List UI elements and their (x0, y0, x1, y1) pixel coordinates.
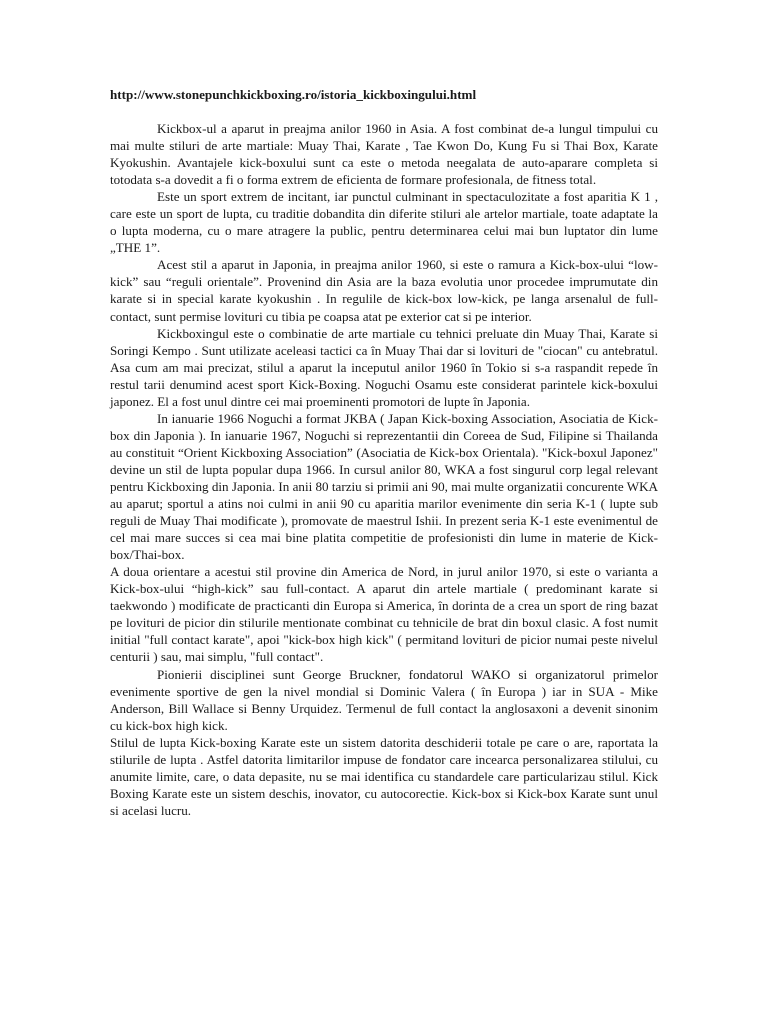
source-url: http://www.stonepunchkickboxing.ro/istoria_kickboxingului.html (110, 87, 477, 102)
paragraph: Este un sport extrem de incitant, iar punctul culminant in spectaculozitate a fost aparitia K 1 , care este un sport de lupta, cu traditie dobandita din diferite stiluri ale artelor martiale, toate adaptate la o lupta moderna, cu o mare atragere la public, pentru determinarea celui mai bun luptator din lume „THE 1”. (110, 189, 658, 256)
document-page (110, 86, 658, 819)
paragraph: A doua orientare a acestui stil provine din America de Nord, in jurul anilor 1970, si este o varianta a Kick-box-ului “high-kick” sau full-contact. A aparut din artele martiale ( predominant karate si taekwondo ) modificate de practicanti din Europa si America, în dorinta de a crea un sport de ring bazat pe lovituri de picior din stilurile mentionate combinat cu tehnicile de brat din boxul clasic. A fost numit initial "full contact karate", apoi "kick-box high kick" ( permitand lovituri de picior numai peste nivelul centurii ) sau, mai simplu, "full contact". (110, 564, 658, 665)
paragraph: Stilul de lupta Kick-boxing Karate este un sistem datorita deschiderii totale pe care o are, raportata la stilurile de lupta . Astfel datorita limitarilor impuse de fondator care incearca personalizarea stilului, cu anumite limite, care, o data depasite, nu se mai identifica cu standardele care particularizau stilul. Kick Boxing Karate este un sistem deschis, inovator, cu autocorectie. Kick-box si Kick-box Karate sunt unul si acelasi lucru. (110, 734, 658, 818)
paragraph: Acest stil a aparut in Japonia, in preajma anilor 1960, si este o ramura a Kick-box-ului “low-kick” sau “reguli orientale”. Provenind din Asia are la baza evolutia unor procedee imprumutate din karate si in special karate kyokushin . In regulile de kick-box low-kick, pe langa arsenalul de full-contact, sunt permise lovituri cu tibia pe coapsa atat pe exterior cat si pe interior. (110, 257, 658, 324)
paragraph: Pionierii disciplinei sunt George Bruckner, fondatorul WAKO si organizatorul primelor evenimente sportive de gen la nivel mondial si Dominic Valera ( în Europa ) iar in SUA - Mike Anderson, Bill Wallace si Benny Urquidez. Termenul de full contact la anglosaxoni a devenit sinonim cu kick-box high kick. (110, 666, 658, 733)
paragraph: Kickbox-ul a aparut in preajma anilor 1960 in Asia. A fost combinat de-a lungul timpului cu mai multe stiluri de arte martiale: Muay Thai, Karate , Tae Kwon Do, Kung Fu si Thai Box, Karate Kyokushin. Avantajele kick-boxului sunt ca este o metoda neegalata de auto-aparare completa si totodata s-a dovedit a fi o forma extrem de eficienta de formare profesionala, de fitness total. (110, 121, 658, 188)
paragraph: In ianuarie 1966 Noguchi a format JKBA ( Japan Kick-boxing Association, Asociatia de Kick-box din Japonia ). In ianuarie 1967, Noguchi si reprezentantii din Coreea de Sud, Filipine si Thailanda au constituit “Orient Kickboxing Association” (Asociatia de Kick-box Orientala). "Kick-boxul Japonez" devine un stil de lupta popular dupa 1966. In cursul anilor 80, WKA a fost singurul corp legal relevant pentru Kickboxing din Japonia. In anii 80 tarziu si primii ani 90, mai multe organizatii concurente WKA au aparut; sportul a atins noi culmi in anii 90 cu aparitia marilor evenimente din seria K-1 ( lupte sub reguli de Muay Thai modificate ), promovate de maestrul Ishii. In prezent seria K-1 este evenimentul de cel mai mare succes si cea mai bine platita competitie de profesionisti din lume in materie de Kick-box/Thai-box. (110, 410, 658, 563)
paragraph: Kickboxingul este o combinatie de arte martiale cu tehnici preluate din Muay Thai, Karate si Soringi Kempo . Sunt utilizate aceleasi tactici ca în Muay Thai dar si lovituri de "ciocan" cu antebratul. Asa cum am mai precizat, stilul a aparut la inceputul anilor 1960 în Tokio si s-a raspandit repede în restul tarii denumind acest sport Kick-Boxing. Noguchi Osamu este considerat parintele kick-boxului japonez. El a fost unul dintre cei mai proeminenti promotori de lupte în Japonia. (110, 325, 658, 409)
document-body (110, 120, 658, 819)
